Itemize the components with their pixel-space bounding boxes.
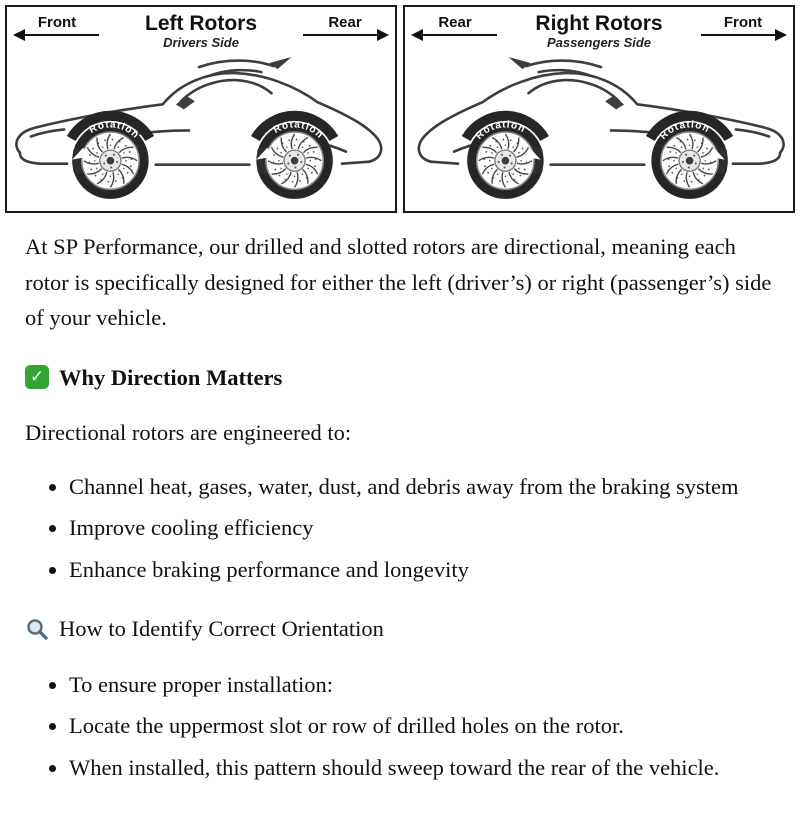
rotor-direction-diagram	[0, 0, 800, 213]
left-panel-header	[7, 7, 395, 55]
section-heading-identify-orientation	[25, 611, 776, 647]
right-rotors-panel	[403, 5, 795, 213]
benefits-list	[25, 469, 776, 588]
article	[0, 213, 800, 834]
left-rotors-panel	[5, 5, 397, 213]
heading-text: How to Identify Correct Orientation	[59, 616, 384, 642]
arrow-left-icon	[15, 34, 99, 37]
front-direction-label	[15, 15, 99, 36]
rear-label-text: Rear	[328, 14, 362, 31]
front-label-text: Front	[723, 14, 763, 31]
rotation-label: Rotation	[473, 119, 528, 142]
list-item: • When installed, this pattern should sweep toward the rear of the vehicle.	[69, 750, 776, 786]
heading-text: Why Direction Matters	[59, 364, 283, 390]
front-label-text: Front	[37, 14, 77, 31]
section-heading-why-direction-matters	[25, 360, 776, 396]
list-item: • Channel heat, gases, water, dust, and debris away from the braking system	[69, 469, 776, 505]
check-icon: ✓	[25, 365, 49, 389]
left-car-illustration	[7, 55, 395, 211]
list-item: • Improve cooling efficiency	[69, 510, 776, 546]
rotation-label: Rotation	[657, 119, 712, 142]
list-item: • Enhance braking performance and longevity	[69, 552, 776, 588]
rotation-label: Rotation	[271, 119, 326, 142]
left-panel-title-block	[99, 13, 303, 50]
front-direction-label	[701, 15, 785, 36]
right-panel-title-block	[497, 13, 701, 50]
rear-direction-label	[413, 15, 497, 36]
list-item: • Locate the uppermost slot or row of drilled holes on the rotor.	[69, 708, 776, 744]
panel-subtitle: Drivers Side	[163, 35, 239, 51]
list-item: • To ensure proper installation:	[69, 667, 776, 703]
arrow-left-icon	[413, 34, 497, 37]
right-car-illustration	[405, 55, 793, 211]
magnifying-glass-icon	[25, 617, 49, 641]
panel-subtitle: Passengers Side	[546, 35, 652, 51]
right-panel-header	[405, 7, 793, 55]
panel-title: Right Rotors	[535, 12, 663, 35]
rear-label-text: Rear	[438, 14, 472, 31]
rear-direction-label	[303, 15, 387, 36]
arrow-right-icon	[701, 34, 785, 37]
orientation-list	[25, 667, 776, 786]
intro-paragraph: At SP Performance, our drilled and slotted rotors are directional, meaning each rotor is specifically designed for either the left (driver’s) or right (passenger’s) side of your vehicle.	[25, 234, 772, 331]
rotation-label: Rotation	[87, 119, 142, 142]
lead-paragraph: Directional rotors are engineered to:	[25, 420, 352, 446]
panel-title: Left Rotors	[145, 12, 257, 35]
arrow-right-icon	[303, 34, 387, 37]
